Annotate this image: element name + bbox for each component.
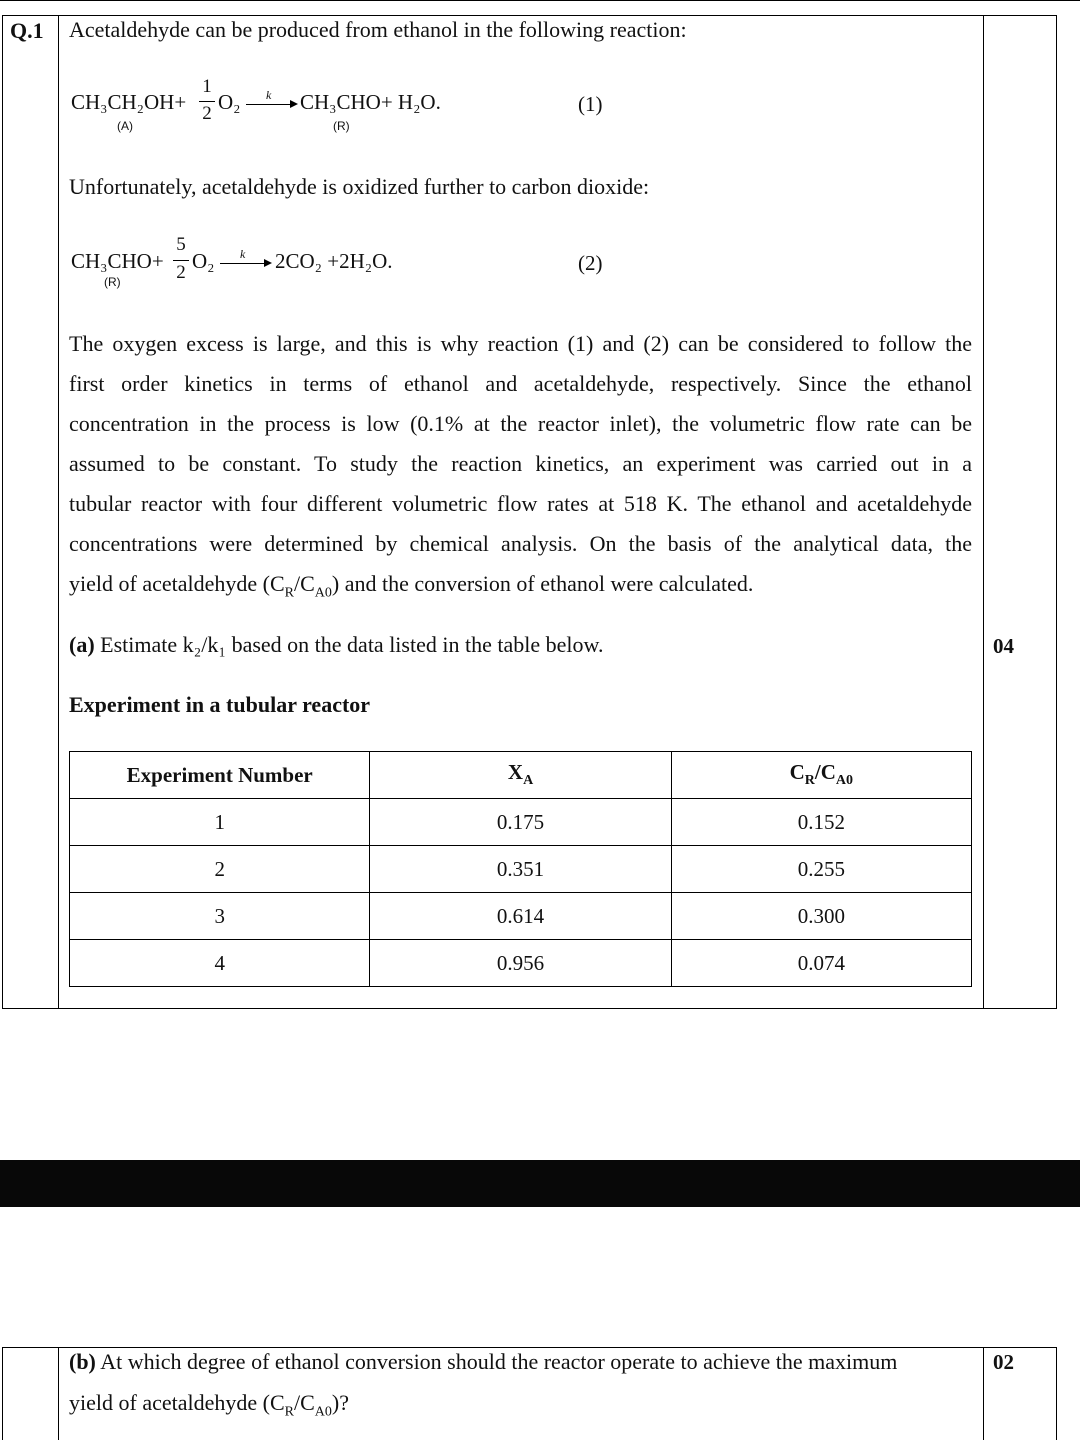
paragraph-line: The oxygen excess is large, and this is why reaction (1) and (2) can be considered to follow the: [69, 331, 972, 356]
table-cell: 0.956: [370, 940, 671, 987]
reaction-1-lhs: CH₃CH₂OH+: [71, 90, 187, 114]
header-conversion: $X_A$: [370, 752, 671, 799]
reaction-2-number: (2): [578, 251, 603, 275]
reaction-2-frac-num: 5: [176, 234, 186, 255]
reaction-1-label-r: (R): [333, 119, 350, 133]
table-row: [70, 940, 972, 987]
question-number: Q.1: [10, 18, 44, 43]
table-cell: 0.614: [370, 893, 671, 940]
table-cell: 0.175: [370, 799, 671, 846]
table-cell: 4: [70, 940, 370, 987]
part-a-marks: 04: [993, 634, 1014, 658]
reaction-1-rate-constant: k: [266, 88, 272, 102]
intro-text: Acetaldehyde can be produced from ethanol in the following reaction:: [69, 17, 687, 42]
part-b-question-line1: (b) At which degree of ethanol conversion should the reactor operate to achieve the maximum: [69, 1349, 898, 1374]
experiment-table: [69, 751, 972, 987]
reaction-1-rhs: CH₃CHO+ H₂O.: [300, 90, 441, 114]
paragraph-line: concentration in the process is low (0.1% at the reactor inlet), the volumetric flow rate can be: [69, 411, 972, 436]
reaction-1-frac-den: 2: [202, 103, 212, 124]
paragraph-line: concentrations were determined by chemical analysis. On the basis of the analytical data, the: [69, 531, 972, 556]
table-cell: 2: [70, 846, 370, 893]
table-cell: 0.255: [671, 846, 971, 893]
reaction-1-frac-num: 1: [202, 76, 212, 97]
part-b-question-line2: yield of acetaldehyde $(C_R/C_{A0})$?: [69, 1390, 349, 1420]
kinetics-paragraph: [69, 324, 972, 613]
further-oxidation-text: Unfortunately, acetaldehyde is oxidized further to carbon dioxide:: [69, 174, 650, 199]
part-b-marks: 02: [993, 1350, 1014, 1374]
table-cell: 3: [70, 893, 370, 940]
table-row: [70, 799, 972, 846]
reaction-1-label-a: (A): [117, 119, 133, 133]
table-row: [70, 893, 972, 940]
header-experiment-number: Experiment Number: [70, 752, 370, 799]
reaction-2-frac-den: 2: [176, 262, 186, 283]
table-cell: 1: [70, 799, 370, 846]
reaction-2-arrow: [220, 263, 270, 264]
reaction-2-lhs: CH₃CHO+: [71, 249, 164, 273]
reaction-2-o2: O₂: [192, 249, 215, 273]
part-a-question: (a) Estimate k₂/k₁ based on the data listed in the table below.: [69, 632, 604, 657]
reaction-1-o2: O₂: [218, 90, 241, 114]
reaction-2-rhs: 2CO₂ +2H₂O.: [275, 249, 393, 273]
reaction-2-label-r: (R): [104, 275, 121, 289]
table-cell: 0.074: [671, 940, 971, 987]
part-b-label: (b): [69, 1349, 96, 1374]
header-yield: $C_R/C_{A0}$: [671, 752, 971, 799]
reaction-2-rate-constant: k: [240, 247, 246, 261]
table-cell: 0.300: [671, 893, 971, 940]
table-header-row: [70, 752, 972, 799]
table-cell: 0.351: [370, 846, 671, 893]
table-title: Experiment in a tubular reactor: [69, 692, 371, 717]
reaction-1-number: (1): [578, 92, 603, 116]
paragraph-line: yield of acetaldehyde $(C_R/C_{A0})$ and the conversion of ethanol were calculated.: [69, 571, 754, 601]
page-break-band: [0, 1160, 1080, 1207]
table-cell: 0.152: [671, 799, 971, 846]
paragraph-line: assumed to be constant. To study the reaction kinetics, an experiment was carried out in a: [69, 451, 972, 476]
paragraph-line: tubular reactor with four different volumetric flow rates at 518 K. The ethanol and acetaldehyde: [69, 491, 972, 516]
table-row: [70, 846, 972, 893]
reaction-1-arrow: [246, 104, 296, 105]
paragraph-line: first order kinetics in terms of ethanol and acetaldehyde, respectively. Since the ethanol: [69, 371, 972, 396]
part-a-label: (a): [69, 632, 95, 657]
